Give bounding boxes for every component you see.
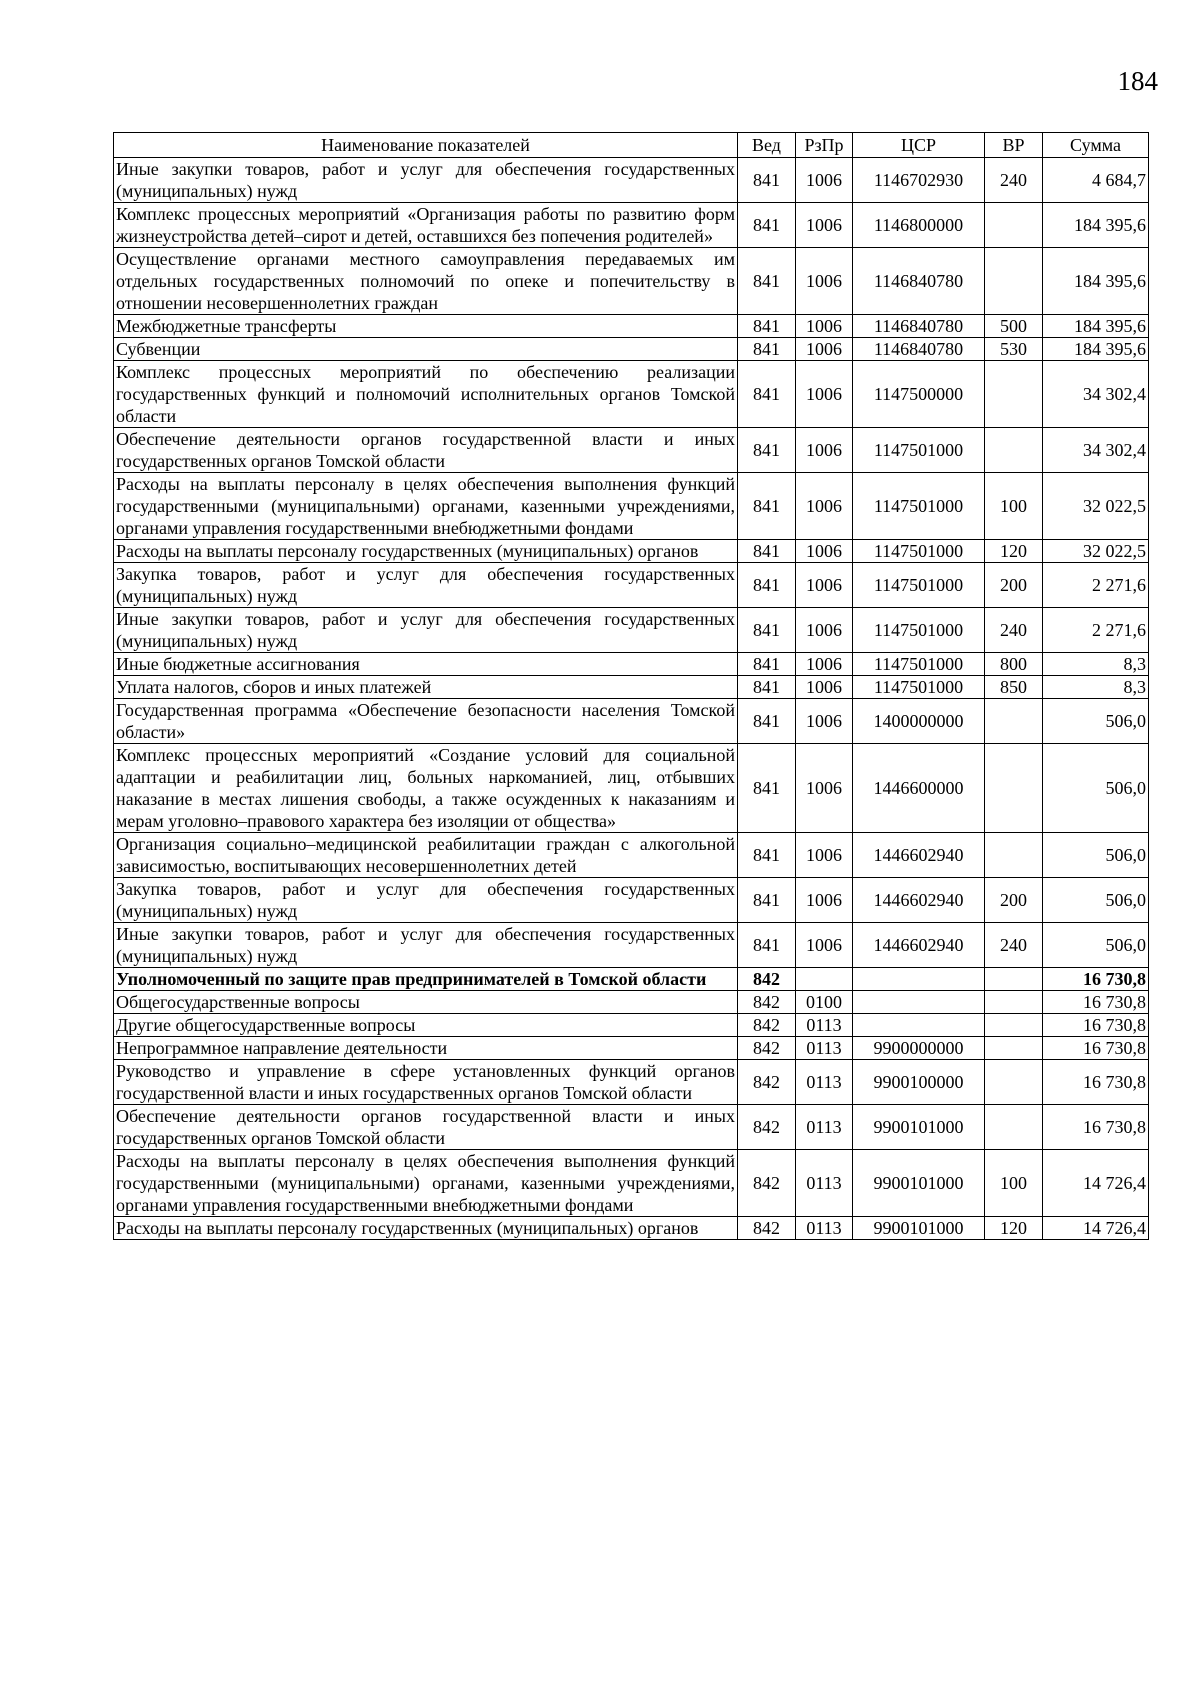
- cell-ved: 841: [738, 563, 796, 608]
- cell-csr: 1147500000: [853, 361, 985, 428]
- cell-rzpr: 1006: [796, 473, 853, 540]
- table-row: [114, 473, 1149, 540]
- cell-sum: 16 730,8: [1043, 1105, 1149, 1150]
- table-row: [114, 315, 1149, 338]
- cell-name: Комплекс процессных мероприятий «Создание условий для социальной адаптации и реабилитации лиц, больных наркоманией, лиц, отбывших наказание в местах лишения свободы, а также осужденных к наказаниям и мерам уголовно–правового характера без изоляции от общества»: [114, 744, 738, 833]
- cell-sum: 32 022,5: [1043, 473, 1149, 540]
- table-row: [114, 833, 1149, 878]
- cell-csr: 1446602940: [853, 878, 985, 923]
- cell-vr: [985, 1060, 1043, 1105]
- cell-csr: 1147501000: [853, 428, 985, 473]
- table-row: [114, 968, 1149, 991]
- cell-rzpr: 0113: [796, 1060, 853, 1105]
- cell-name: Обеспечение деятельности органов государственной власти и иных государственных органов Томской области: [114, 428, 738, 473]
- cell-vr: [985, 991, 1043, 1014]
- table-row: [114, 923, 1149, 968]
- cell-rzpr: [796, 968, 853, 991]
- cell-name: Расходы на выплаты персоналу государственных (муниципальных) органов: [114, 540, 738, 563]
- cell-sum: 8,3: [1043, 653, 1149, 676]
- cell-name: Общегосударственные вопросы: [114, 991, 738, 1014]
- cell-rzpr: 1006: [796, 608, 853, 653]
- cell-sum: 14 726,4: [1043, 1150, 1149, 1217]
- table-row: [114, 338, 1149, 361]
- cell-ved: 841: [738, 361, 796, 428]
- cell-sum: 16 730,8: [1043, 968, 1149, 991]
- table-body: [114, 158, 1149, 1240]
- cell-sum: 16 730,8: [1043, 1037, 1149, 1060]
- cell-csr: 1146840780: [853, 315, 985, 338]
- cell-ved: 841: [738, 428, 796, 473]
- cell-csr: [853, 991, 985, 1014]
- cell-ved: 841: [738, 158, 796, 203]
- cell-sum: 184 395,6: [1043, 248, 1149, 315]
- cell-ved: 841: [738, 744, 796, 833]
- budget-table: [113, 132, 1149, 1240]
- cell-vr: [985, 1105, 1043, 1150]
- cell-rzpr: 1006: [796, 653, 853, 676]
- table-row: [114, 991, 1149, 1014]
- table-row: [114, 563, 1149, 608]
- table-row: [114, 1037, 1149, 1060]
- cell-vr: 200: [985, 563, 1043, 608]
- cell-sum: 506,0: [1043, 878, 1149, 923]
- cell-csr: 1146840780: [853, 338, 985, 361]
- header-name: Наименование показателей: [114, 133, 738, 158]
- cell-ved: 842: [738, 968, 796, 991]
- cell-csr: 1446602940: [853, 923, 985, 968]
- cell-rzpr: 1006: [796, 158, 853, 203]
- cell-rzpr: 0113: [796, 1105, 853, 1150]
- cell-sum: 2 271,6: [1043, 608, 1149, 653]
- table-row: [114, 1217, 1149, 1240]
- cell-sum: 32 022,5: [1043, 540, 1149, 563]
- cell-name: Руководство и управление в сфере установленных функций органов государственной власти и иных государственных органов Томской области: [114, 1060, 738, 1105]
- cell-name: Закупка товаров, работ и услуг для обеспечения государственных (муниципальных) нужд: [114, 563, 738, 608]
- cell-name: Субвенции: [114, 338, 738, 361]
- cell-ved: 841: [738, 699, 796, 744]
- cell-name: Уполномоченный по защите прав предпринимателей в Томской области: [114, 968, 738, 991]
- cell-csr: 9900100000: [853, 1060, 985, 1105]
- cell-name: Иные бюджетные ассигнования: [114, 653, 738, 676]
- header-vr: ВР: [985, 133, 1043, 158]
- header-rzpr: РзПр: [796, 133, 853, 158]
- cell-name: Комплекс процессных мероприятий «Организация работы по развитию форм жизнеустройства детей–сирот и детей, оставшихся без попечения родителей»: [114, 203, 738, 248]
- cell-name: Другие общегосударственные вопросы: [114, 1014, 738, 1037]
- cell-csr: 9900101000: [853, 1217, 985, 1240]
- cell-csr: 1146840780: [853, 248, 985, 315]
- cell-rzpr: 1006: [796, 361, 853, 428]
- cell-name: Организация социально–медицинской реабилитации граждан с алкогольной зависимостью, воспитывающих несовершеннолетних детей: [114, 833, 738, 878]
- cell-csr: 9900101000: [853, 1150, 985, 1217]
- cell-rzpr: 0113: [796, 1037, 853, 1060]
- cell-ved: 841: [738, 540, 796, 563]
- table-row: [114, 1014, 1149, 1037]
- cell-ved: 841: [738, 248, 796, 315]
- cell-ved: 841: [738, 653, 796, 676]
- cell-csr: 1147501000: [853, 676, 985, 699]
- cell-name: Закупка товаров, работ и услуг для обеспечения государственных (муниципальных) нужд: [114, 878, 738, 923]
- cell-ved: 841: [738, 878, 796, 923]
- cell-ved: 841: [738, 676, 796, 699]
- cell-ved: 842: [738, 991, 796, 1014]
- cell-vr: 120: [985, 1217, 1043, 1240]
- cell-vr: 120: [985, 540, 1043, 563]
- cell-vr: [985, 248, 1043, 315]
- cell-rzpr: 1006: [796, 203, 853, 248]
- cell-vr: 800: [985, 653, 1043, 676]
- cell-vr: [985, 833, 1043, 878]
- cell-rzpr: 1006: [796, 338, 853, 361]
- table-row: [114, 608, 1149, 653]
- cell-rzpr: 1006: [796, 676, 853, 699]
- cell-sum: 506,0: [1043, 833, 1149, 878]
- cell-ved: 841: [738, 203, 796, 248]
- cell-ved: 841: [738, 473, 796, 540]
- cell-vr: [985, 428, 1043, 473]
- cell-rzpr: 0113: [796, 1150, 853, 1217]
- cell-rzpr: 1006: [796, 699, 853, 744]
- cell-sum: 184 395,6: [1043, 203, 1149, 248]
- cell-rzpr: 0113: [796, 1217, 853, 1240]
- table-row: [114, 653, 1149, 676]
- cell-ved: 842: [738, 1060, 796, 1105]
- cell-sum: 4 684,7: [1043, 158, 1149, 203]
- cell-sum: 8,3: [1043, 676, 1149, 699]
- cell-sum: 16 730,8: [1043, 1014, 1149, 1037]
- cell-name: Комплекс процессных мероприятий по обеспечению реализации государственных функций и полномочий исполнительных органов Томской области: [114, 361, 738, 428]
- cell-vr: [985, 1037, 1043, 1060]
- table-row: [114, 744, 1149, 833]
- cell-vr: [985, 361, 1043, 428]
- cell-csr: 1147501000: [853, 473, 985, 540]
- cell-ved: 841: [738, 315, 796, 338]
- cell-rzpr: 1006: [796, 744, 853, 833]
- cell-csr: [853, 1014, 985, 1037]
- cell-rzpr: 1006: [796, 923, 853, 968]
- cell-rzpr: 1006: [796, 540, 853, 563]
- cell-vr: 240: [985, 158, 1043, 203]
- header-csr: ЦСР: [853, 133, 985, 158]
- cell-name: Обеспечение деятельности органов государственной власти и иных государственных органов Томской области: [114, 1105, 738, 1150]
- table-row: [114, 203, 1149, 248]
- cell-sum: 506,0: [1043, 923, 1149, 968]
- cell-csr: 1147501000: [853, 563, 985, 608]
- cell-name: Расходы на выплаты персоналу в целях обеспечения выполнения функций государственными (муниципальными) органами, казенными учреждениями, органами управления государственными внебюджетными фондами: [114, 1150, 738, 1217]
- cell-ved: 842: [738, 1150, 796, 1217]
- table-row: [114, 1060, 1149, 1105]
- header-sum: Сумма: [1043, 133, 1149, 158]
- cell-name: Уплата налогов, сборов и иных платежей: [114, 676, 738, 699]
- table-row: [114, 361, 1149, 428]
- cell-rzpr: 1006: [796, 248, 853, 315]
- cell-name: Непрограммное направление деятельности: [114, 1037, 738, 1060]
- cell-sum: 16 730,8: [1043, 991, 1149, 1014]
- cell-csr: 1146800000: [853, 203, 985, 248]
- cell-csr: 1147501000: [853, 608, 985, 653]
- cell-rzpr: 0113: [796, 1014, 853, 1037]
- table-row: [114, 540, 1149, 563]
- cell-name: Иные закупки товаров, работ и услуг для обеспечения государственных (муниципальных) нужд: [114, 158, 738, 203]
- cell-name: Иные закупки товаров, работ и услуг для обеспечения государственных (муниципальных) нужд: [114, 923, 738, 968]
- cell-name: Государственная программа «Обеспечение безопасности населения Томской области»: [114, 699, 738, 744]
- cell-sum: 184 395,6: [1043, 315, 1149, 338]
- cell-rzpr: 1006: [796, 878, 853, 923]
- cell-sum: 34 302,4: [1043, 428, 1149, 473]
- cell-csr: 1147501000: [853, 653, 985, 676]
- cell-ved: 842: [738, 1217, 796, 1240]
- cell-sum: 16 730,8: [1043, 1060, 1149, 1105]
- cell-sum: 34 302,4: [1043, 361, 1149, 428]
- table-row: [114, 1105, 1149, 1150]
- table-row: [114, 428, 1149, 473]
- cell-ved: 842: [738, 1105, 796, 1150]
- cell-name: Расходы на выплаты персоналу государственных (муниципальных) органов: [114, 1217, 738, 1240]
- cell-ved: 841: [738, 833, 796, 878]
- cell-vr: [985, 203, 1043, 248]
- cell-vr: [985, 744, 1043, 833]
- cell-rzpr: 1006: [796, 428, 853, 473]
- cell-csr: 1400000000: [853, 699, 985, 744]
- cell-vr: 100: [985, 1150, 1043, 1217]
- table-row: [114, 676, 1149, 699]
- cell-name: Межбюджетные трансферты: [114, 315, 738, 338]
- cell-ved: 841: [738, 923, 796, 968]
- cell-vr: 850: [985, 676, 1043, 699]
- table-row: [114, 248, 1149, 315]
- table-header-row: [114, 133, 1149, 158]
- table-row: [114, 699, 1149, 744]
- cell-vr: 100: [985, 473, 1043, 540]
- cell-csr: 1446600000: [853, 744, 985, 833]
- cell-vr: [985, 699, 1043, 744]
- cell-rzpr: 1006: [796, 563, 853, 608]
- table-row: [114, 158, 1149, 203]
- cell-rzpr: 0100: [796, 991, 853, 1014]
- cell-ved: 841: [738, 608, 796, 653]
- cell-csr: [853, 968, 985, 991]
- cell-name: Осуществление органами местного самоуправления передаваемых им отдельных государственных полномочий по опеке и попечительству в отношении несовершеннолетних граждан: [114, 248, 738, 315]
- cell-csr: 9900101000: [853, 1105, 985, 1150]
- cell-csr: 9900000000: [853, 1037, 985, 1060]
- cell-csr: 1146702930: [853, 158, 985, 203]
- cell-name: Расходы на выплаты персоналу в целях обеспечения выполнения функций государственными (муниципальными) органами, казенными учреждениями, органами управления государственными внебюджетными фондами: [114, 473, 738, 540]
- cell-ved: 841: [738, 338, 796, 361]
- cell-sum: 506,0: [1043, 699, 1149, 744]
- cell-sum: 2 271,6: [1043, 563, 1149, 608]
- cell-ved: 842: [738, 1037, 796, 1060]
- cell-ved: 842: [738, 1014, 796, 1037]
- table-row: [114, 878, 1149, 923]
- cell-vr: 240: [985, 608, 1043, 653]
- cell-vr: [985, 1014, 1043, 1037]
- cell-vr: [985, 968, 1043, 991]
- cell-rzpr: 1006: [796, 833, 853, 878]
- cell-rzpr: 1006: [796, 315, 853, 338]
- table-row: [114, 1150, 1149, 1217]
- cell-name: Иные закупки товаров, работ и услуг для обеспечения государственных (муниципальных) нужд: [114, 608, 738, 653]
- header-ved: Вед: [738, 133, 796, 158]
- cell-sum: 14 726,4: [1043, 1217, 1149, 1240]
- cell-vr: 530: [985, 338, 1043, 361]
- cell-csr: 1446602940: [853, 833, 985, 878]
- cell-vr: 500: [985, 315, 1043, 338]
- cell-csr: 1147501000: [853, 540, 985, 563]
- cell-vr: 240: [985, 923, 1043, 968]
- cell-sum: 184 395,6: [1043, 338, 1149, 361]
- page-number: 184: [1117, 66, 1158, 96]
- cell-vr: 200: [985, 878, 1043, 923]
- cell-sum: 506,0: [1043, 744, 1149, 833]
